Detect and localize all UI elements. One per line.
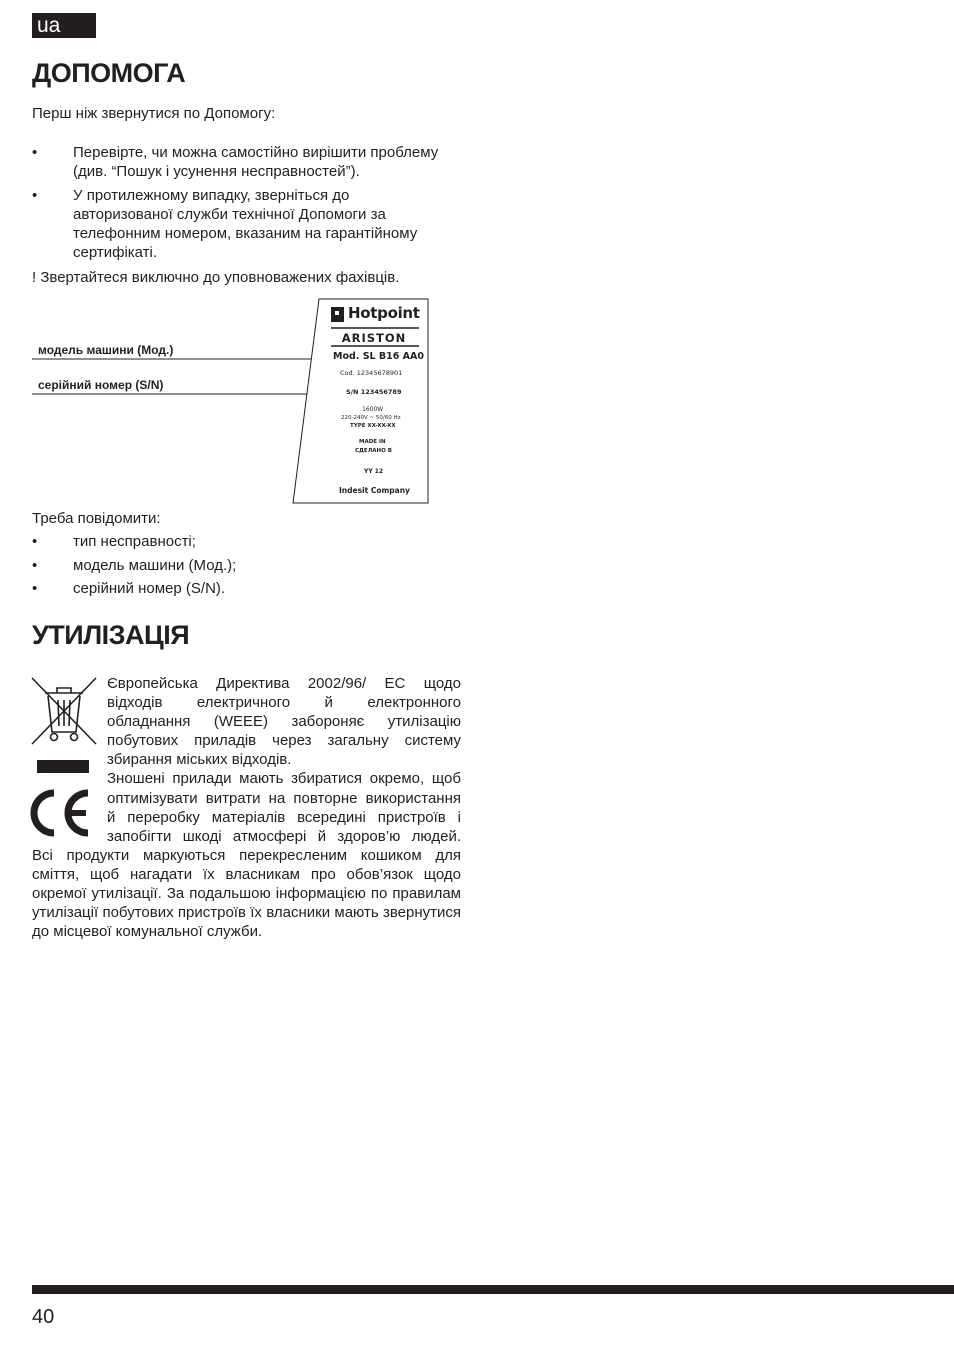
disposal-paragraph: Всі продукти маркуються перекресленим кошиком для сміття, щоб нагадати їх власникам про обов’язок щодо окремої утилізації. За подальшою інформацією по правилам утилізації побутових пристроїв їх власники мають звернутися до місцевої комунальної служби. [32, 847, 461, 941]
specialist-note: ! Звертайтеся виключно до уповноважених фахівців. [32, 269, 400, 286]
model-label: модель машини (Мод.) [38, 343, 174, 357]
disposal-heading: УТИЛІЗАЦІЯ [32, 620, 190, 650]
list-item: • тип несправності; [32, 533, 196, 550]
hotpoint-logo-icon [331, 307, 344, 322]
footer-bar [32, 1285, 954, 1294]
page-number: 40 [32, 1306, 55, 1328]
list-item: • серійний номер (S/N). [32, 580, 226, 597]
plate-brand: Hotpoint [348, 304, 420, 322]
plate-voltage: 220-240V ~ 50/60 Hz [341, 415, 401, 421]
plate-serial: S/N 123456789 [346, 388, 402, 396]
plate-cod: Cod. 12345678901 [340, 369, 403, 377]
serial-label: серійний номер (S/N) [38, 378, 164, 392]
plate-model: Mod. SL B16 AA0 [333, 351, 424, 362]
plate-made-in-ua: СДЕЛАНО В [355, 448, 392, 454]
rating-plate-diagram [0, 0, 954, 520]
plate-sub-brand: ARISTON [341, 331, 407, 345]
help-heading: ДОПОМОГА [32, 58, 186, 88]
list-item: • У протилежному випадку, зверніться до авторизованої служби технічної Допомоги за телефонним номером, вказаним на гарантійному сертифікаті. [32, 186, 418, 261]
disposal-directive-text: Європейська Директива 2002/96/ ЕС щодо відходів електричного й електронного обладнання (WEEE) забороняє утилізацію побутових приладів через загальну систему збирання міських відходів. Зношені прилади мають збиратися окремо, щоб оптимізувати витрати на повторне використання й переробку матеріалів всередині пристроїв і запобігти шкоді атмосфері й здоров’ю людей. [107, 675, 461, 845]
plate-company: Indesit Company [339, 486, 410, 495]
ce-mark-icon [30, 789, 94, 837]
plate-made-in: MADE IN [359, 439, 386, 445]
list-item: • Перевірте, чи можна самостійно вирішити проблему (див. “Пошук і усунення несправностей”). [32, 144, 439, 180]
plate-year: YY 12 [364, 468, 384, 475]
report-intro: Треба повідомити: [32, 510, 161, 527]
help-intro: Перш ніж звернутися по Допомогу: [32, 105, 276, 122]
plate-type: TYPE XX-XX-XX [350, 423, 396, 429]
report-list [32, 530, 472, 601]
plate-power: 1600W [362, 406, 384, 413]
crossed-bin-icon [30, 676, 98, 774]
rating-plate-outline [293, 299, 428, 503]
list-item: • модель машини (Мод.); [32, 556, 237, 574]
language-badge: ua [32, 13, 96, 38]
